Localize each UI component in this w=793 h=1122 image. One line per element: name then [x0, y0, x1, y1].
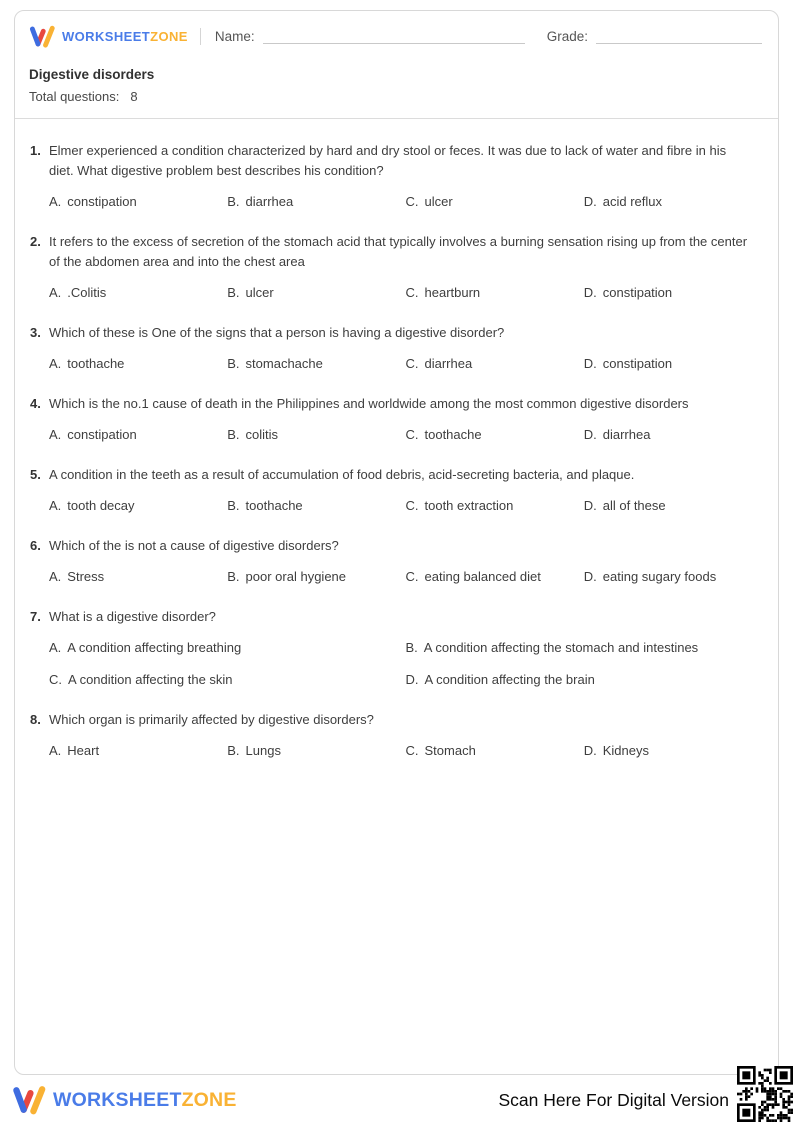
option-text: Heart	[67, 743, 100, 758]
option-text: acid reflux	[602, 194, 662, 209]
option	[49, 354, 219, 374]
question-head	[30, 394, 754, 414]
option-letter: A.	[49, 285, 62, 300]
grade-fill-line	[596, 29, 762, 44]
option-letter: C.	[405, 569, 419, 584]
question-text: It refers to the excess of secretion of the stomach acid that typically involves a burning sensation rising up from the center of the abdomen area and into the chest area	[49, 234, 748, 269]
question-head	[30, 141, 754, 181]
option-letter: B.	[227, 569, 240, 584]
option-text: A condition affecting the skin	[68, 672, 233, 687]
option-text: constipation	[602, 356, 673, 371]
option-letter: C.	[405, 498, 419, 513]
option-text: ulcer	[424, 194, 453, 209]
question-head	[30, 323, 754, 343]
option-text: tooth extraction	[424, 498, 514, 513]
brand-zone-text: ZONE	[150, 29, 188, 44]
question-text: What is a digestive disorder?	[49, 609, 216, 624]
question-item	[30, 232, 754, 303]
question-head	[30, 536, 754, 556]
option-text: A condition affecting breathing	[67, 640, 242, 655]
question-text: Which of these is One of the signs that a person is having a digestive disorder?	[49, 325, 505, 340]
header-divider	[200, 28, 201, 45]
option-letter: D.	[583, 356, 597, 371]
option-letter: B.	[227, 427, 240, 442]
worksheet-title: Digestive disorders	[29, 67, 155, 82]
option-letter: B.	[227, 194, 240, 209]
option-letter: D.	[583, 498, 597, 513]
page-footer	[12, 1085, 729, 1115]
option	[49, 638, 398, 658]
question-number: 3.	[30, 325, 41, 340]
option-text: all of these	[602, 498, 666, 513]
option	[227, 425, 397, 445]
option-text: tooth decay	[67, 498, 135, 513]
option-text: diarrhea	[424, 356, 473, 371]
option-text: Stomach	[424, 743, 476, 758]
options-row	[49, 283, 754, 303]
option-text: toothache	[424, 427, 482, 442]
option-letter: D.	[583, 427, 597, 442]
name-label: Name:	[214, 29, 255, 44]
option-text: diarrhea	[602, 427, 651, 442]
option	[227, 567, 397, 587]
question-number: 2.	[30, 234, 41, 249]
question-number: 6.	[30, 538, 41, 553]
option	[406, 425, 576, 445]
brand-zone-text: ZONE	[181, 1088, 237, 1111]
option	[227, 354, 397, 374]
total-questions-value: 8	[130, 89, 138, 104]
option-text: toothache	[67, 356, 125, 371]
question-text: Which is the no.1 cause of death in the Philippines and worldwide among the most common digestive disorders	[49, 396, 689, 411]
brand-worksheet-text: WORKSHEET	[53, 1088, 182, 1111]
options-row	[49, 496, 754, 516]
option-letter: A.	[49, 356, 62, 371]
footer-worksheetzone-logo	[12, 1085, 237, 1115]
option-text: poor oral hygiene	[245, 569, 347, 584]
option-letter: D.	[583, 743, 597, 758]
option-letter: C.	[405, 194, 419, 209]
total-questions-label: Total questions:	[29, 89, 120, 104]
option-letter: A.	[49, 498, 62, 513]
option-letter: A.	[49, 640, 62, 655]
question-item	[30, 536, 754, 587]
worksheetzone-logo	[29, 25, 188, 48]
option-text: eating sugary foods	[602, 569, 717, 584]
options-row	[49, 425, 754, 445]
question-text: Elmer experienced a condition characterized by hard and dry stool or feces. It was due to lack of water and fibre in his diet. What digestive problem best describes his condition?	[49, 143, 727, 178]
footer-brand-wordmark	[53, 1089, 237, 1112]
option	[49, 283, 219, 303]
option-letter: A.	[49, 427, 62, 442]
worksheetzone-w-icon	[29, 25, 56, 48]
option	[49, 670, 398, 690]
option	[227, 496, 397, 516]
option-text: constipation	[67, 194, 137, 209]
option	[406, 496, 576, 516]
qr-code	[737, 1066, 793, 1122]
option	[49, 496, 219, 516]
options-row	[49, 354, 754, 374]
option-letter: C.	[49, 672, 62, 687]
question-number: 4.	[30, 396, 41, 411]
question-item	[30, 323, 754, 374]
option-text: ulcer	[245, 285, 274, 300]
question-item	[30, 607, 754, 690]
total-questions	[29, 89, 762, 104]
header-logo-row	[29, 25, 762, 48]
option-letter: B.	[405, 640, 418, 655]
option-letter: C.	[405, 356, 419, 371]
option-letter: C.	[405, 285, 419, 300]
option-letter: B.	[227, 356, 240, 371]
brand-worksheet-text: WORKSHEET	[62, 29, 151, 44]
worksheet-header	[15, 11, 778, 119]
option	[406, 283, 576, 303]
option-letter: D.	[583, 569, 597, 584]
question-head	[30, 465, 754, 485]
option-text: Kidneys	[602, 743, 649, 758]
option-text: Lungs	[245, 743, 281, 758]
option	[227, 283, 397, 303]
option	[49, 425, 219, 445]
option	[406, 567, 576, 587]
option	[227, 192, 397, 212]
option-letter: C.	[405, 427, 419, 442]
option-letter: D.	[583, 285, 597, 300]
options-row	[49, 638, 754, 690]
option-letter: A.	[49, 194, 62, 209]
name-fill-line	[263, 29, 525, 44]
options-row	[49, 192, 754, 212]
question-number: 8.	[30, 712, 41, 727]
option-letter: D.	[583, 194, 597, 209]
questions-container	[15, 119, 778, 761]
option	[584, 496, 754, 516]
option-letter: B.	[227, 743, 240, 758]
option	[406, 638, 755, 658]
option-text: diarrhea	[245, 194, 294, 209]
option	[584, 741, 754, 761]
option-text: constipation	[602, 285, 673, 300]
question-item	[30, 141, 754, 212]
option-text: Stress	[67, 569, 105, 584]
option-letter: C.	[405, 743, 419, 758]
question-text: Which of the is not a cause of digestive disorders?	[49, 538, 339, 553]
option-text: eating balanced diet	[424, 569, 541, 584]
option	[584, 425, 754, 445]
question-item	[30, 465, 754, 516]
question-number: 1.	[30, 143, 41, 158]
question-text: Which organ is primarily affected by digestive disorders?	[49, 712, 374, 727]
option	[49, 567, 219, 587]
option-letter: B.	[227, 285, 240, 300]
question-head	[30, 232, 754, 272]
option	[584, 567, 754, 587]
option	[49, 741, 219, 761]
question-head	[30, 710, 754, 730]
options-row	[49, 741, 754, 761]
option	[406, 354, 576, 374]
worksheetzone-w-icon	[12, 1085, 47, 1115]
option	[406, 741, 576, 761]
option-text: heartburn	[424, 285, 481, 300]
brand-wordmark	[62, 29, 188, 44]
option	[227, 741, 397, 761]
option	[584, 192, 754, 212]
option-text: colitis	[245, 427, 279, 442]
question-text: A condition in the teeth as a result of accumulation of food debris, acid-secreting bacteria, and plaque.	[49, 467, 635, 482]
option	[49, 192, 219, 212]
option-text: A condition affecting the brain	[424, 672, 595, 687]
question-number: 7.	[30, 609, 41, 624]
option-letter: D.	[405, 672, 419, 687]
option	[406, 192, 576, 212]
option-text: toothache	[245, 498, 303, 513]
options-row	[49, 567, 754, 587]
option-letter: B.	[227, 498, 240, 513]
option-letter: A.	[49, 569, 62, 584]
option	[406, 670, 755, 690]
option-text: constipation	[67, 427, 137, 442]
option	[584, 354, 754, 374]
option-text: A condition affecting the stomach and intestines	[423, 640, 699, 655]
question-head	[30, 607, 754, 627]
grade-label: Grade:	[546, 29, 589, 44]
worksheet-card	[14, 10, 779, 1075]
question-item	[30, 710, 754, 761]
option-text: .Colitis	[67, 285, 107, 300]
option	[584, 283, 754, 303]
option-text: stomachache	[245, 356, 323, 371]
question-item	[30, 394, 754, 445]
option-letter: A.	[49, 743, 62, 758]
scan-here-text: Scan Here For Digital Version	[498, 1089, 729, 1110]
question-number: 5.	[30, 467, 41, 482]
